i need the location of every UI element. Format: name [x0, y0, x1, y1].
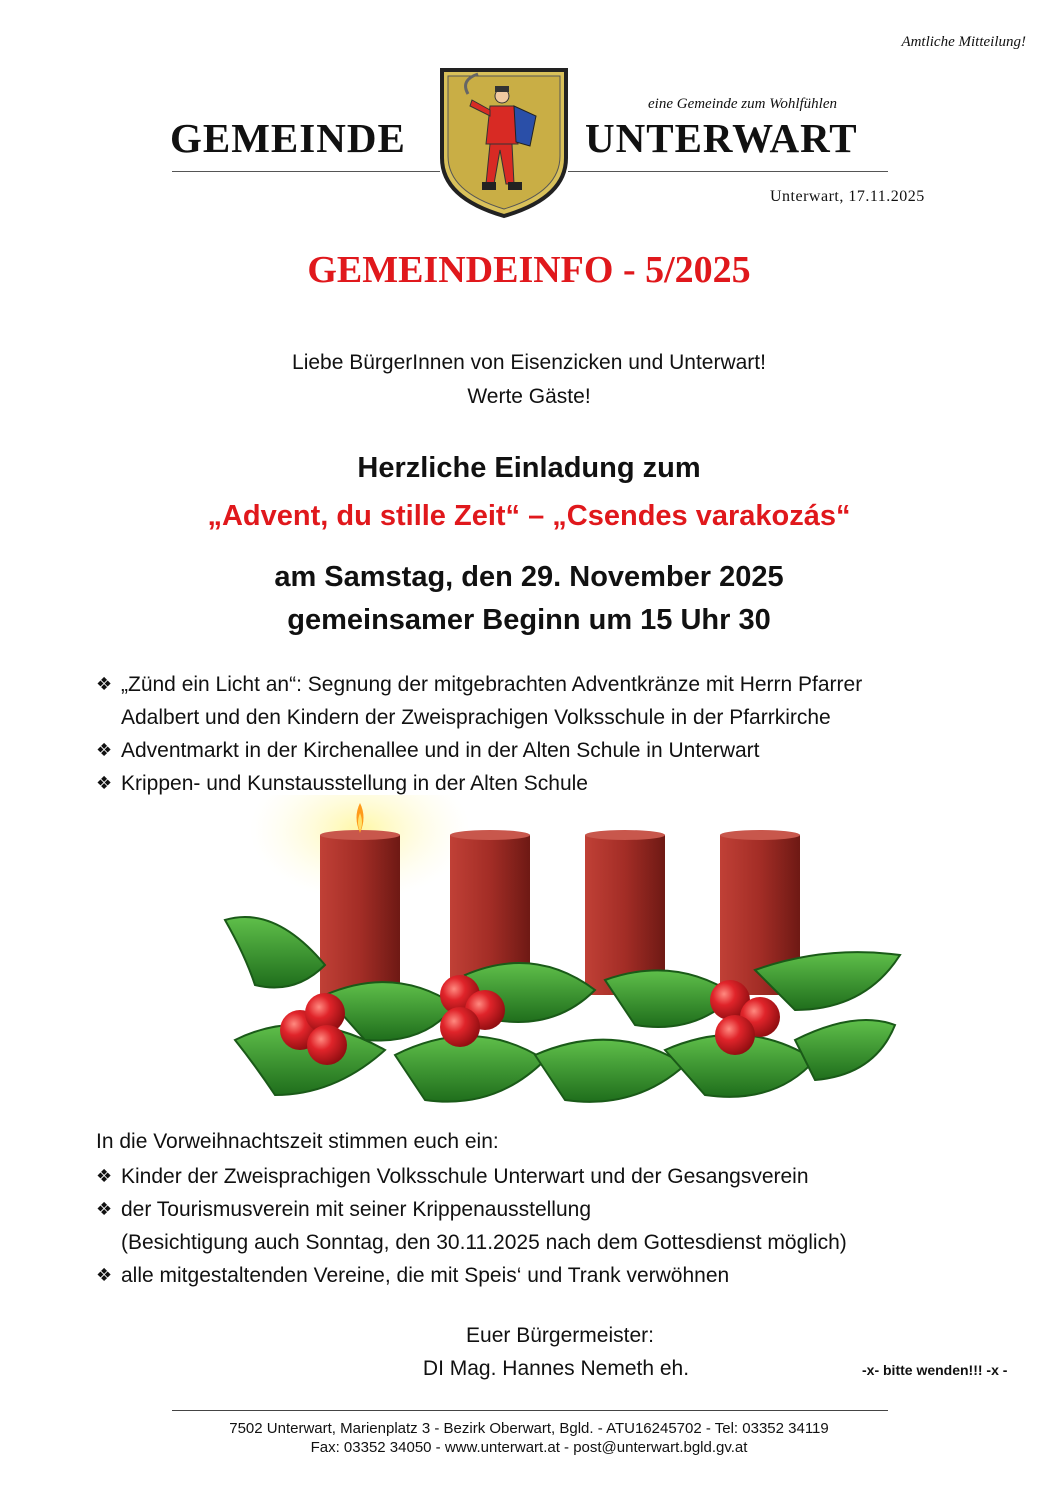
signature-title: Euer Bürgermeister:: [466, 1324, 654, 1347]
signature-name: DI Mag. Hannes Nemeth eh.: [422, 1357, 690, 1380]
municipality-name-left: GEMEINDE: [170, 115, 406, 161]
header-rule-right: [568, 171, 888, 172]
bullet-icon: ❖: [96, 773, 113, 793]
contributors-intro: In die Vorweihnachtszeit stimmen euch ein:: [96, 1130, 499, 1153]
program-list: [96, 668, 862, 800]
turn-page-note: -x- bitte wenden!!! -x -: [862, 1362, 1008, 1378]
contributors-list: [96, 1160, 847, 1292]
candle-1: [320, 803, 400, 995]
list-item: ❖ der Tourismusverein mit seiner Krippenausstellung (Besichtigung auch Sonntag, den 30.11.2025 nach dem Gottesdienst möglich): [96, 1193, 847, 1259]
event-name: „Advent, du stille Zeit“ – „Csendes varakozás“: [207, 500, 851, 532]
list-item: ❖ alle mitgestaltenden Vereine, die mit Speis‘ und Trank verwöhnen: [96, 1259, 847, 1292]
list-item: ❖ Adventmarkt in der Kirchenallee und in der Alten Schule in Unterwart: [96, 734, 862, 767]
footer-rule: [172, 1410, 888, 1411]
official-notice: Amtliche Mitteilung!: [901, 34, 1026, 50]
tagline: eine Gemeinde zum Wohlfühlen: [648, 96, 837, 112]
header-rule-left: [172, 171, 440, 172]
list-item: ❖ Krippen- und Kunstausstellung in der Alten Schule: [96, 767, 862, 800]
bullet-icon: ❖: [96, 1199, 113, 1219]
bullet-icon: ❖: [96, 674, 113, 694]
greeting-line-1: Liebe BürgerInnen von Eisenzicken und Unterwart!: [292, 351, 766, 374]
event-date: am Samstag, den 29. November 2025: [274, 561, 784, 593]
municipality-name-right: UNTERWART: [585, 115, 858, 161]
invitation-heading: Herzliche Einladung zum: [357, 452, 701, 484]
coat-of-arms-icon: [438, 66, 570, 220]
list-item: ❖ Kinder der Zweisprachigen Volksschule Unterwart und der Gesangsverein: [96, 1160, 847, 1193]
bullet-icon: ❖: [96, 1265, 113, 1285]
footer-address: 7502 Unterwart, Marienplatz 3 - Bezirk Oberwart, Bgld. - ATU16245702 - Tel: 03352 34119: [229, 1420, 829, 1437]
bullet-icon: ❖: [96, 740, 113, 760]
list-item: ❖ „Zünd ein Licht an“: Segnung der mitgebrachten Adventkränze mit Herrn Pfarrer Adalbert und den Kindern der Zweisprachigen Volksschule in der Pfarrkirche: [96, 668, 862, 734]
bullet-icon: ❖: [96, 1166, 113, 1186]
event-start: gemeinsamer Beginn um 15 Uhr 30: [287, 604, 771, 636]
advent-wreath-illustration: [215, 795, 905, 1125]
greeting-line-2: Werte Gäste!: [467, 385, 591, 408]
page-title: GEMEINDEINFO - 5/2025: [307, 249, 751, 291]
footer-contact: Fax: 03352 34050 - www.unterwart.at - post@unterwart.bgld.gv.at: [310, 1439, 748, 1456]
document-date: Unterwart, 17.11.2025: [770, 188, 925, 205]
